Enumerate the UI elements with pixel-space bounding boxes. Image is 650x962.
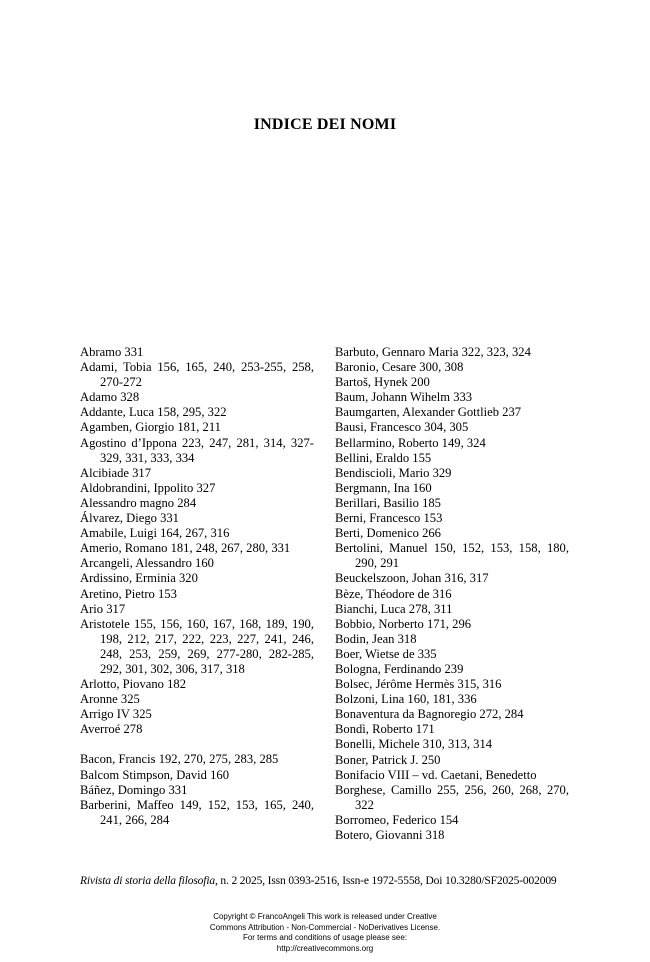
index-entry: Arcangeli, Alessandro 160 xyxy=(80,556,214,571)
index-entry: Bartoš, Hynek 200 xyxy=(335,375,430,390)
index-entry: Aronne 325 xyxy=(80,692,140,707)
index-entry: Agostino d’Ippona 223, 247, 281, 314, 327-329, 331, 333, 334 xyxy=(80,435,314,465)
index-entry: Bausi, Francesco 304, 305 xyxy=(335,420,469,435)
license-line: For terms and conditions of usage please see: xyxy=(242,933,408,942)
license-footer xyxy=(0,912,650,954)
index-entry: Bolsec, Jérôme Hermès 315, 316 xyxy=(335,677,502,692)
index-entry: Bertolini, Manuel 150, 152, 153, 158, 180, 290, 291 xyxy=(335,541,569,571)
index-entry: Barbuto, Gennaro Maria 322, 323, 324 xyxy=(335,345,531,359)
index-entry: Bèze, Théodore de 316 xyxy=(335,586,452,601)
index-left-column xyxy=(80,345,314,828)
journal-citation xyxy=(80,875,580,887)
index-entry: Amerio, Romano 181, 248, 267, 280, 331 xyxy=(80,541,291,556)
index-entry: Ardissino, Erminia 320 xyxy=(80,571,198,586)
index-entry: Bobbio, Norberto 171, 296 xyxy=(335,616,472,631)
index-entry: Adamo 328 xyxy=(80,390,140,405)
index-entry: Bodin, Jean 318 xyxy=(335,631,417,646)
index-entry: Baumgarten, Alexander Gottlieb 237 xyxy=(335,405,522,420)
index-entry: Báñez, Domingo 331 xyxy=(80,782,188,797)
index-entry: Bolzoni, Lina 160, 181, 336 xyxy=(335,692,477,707)
index-entry: Bonifacio VIII – vd. Caetani, Benedetto xyxy=(335,767,537,782)
index-right-column xyxy=(335,345,569,843)
index-entry: Ario 317 xyxy=(80,601,126,616)
index-entry: Bellini, Eraldo 155 xyxy=(335,450,432,465)
index-entry: Berti, Domenico 266 xyxy=(335,526,441,541)
license-line: Commons Attribution - Non-Commercial - NoDerivatives License. xyxy=(209,922,441,932)
index-entry: Averroé 278 xyxy=(80,722,143,737)
index-entry: Álvarez, Diego 331 xyxy=(80,511,179,526)
index-entry: Bendiscioli, Mario 329 xyxy=(335,465,452,480)
index-entry: Botero, Giovanni 318 xyxy=(335,828,445,842)
journal-title: Rivista di storia della filosofia xyxy=(80,875,215,887)
index-entry: Berillari, Basilio 185 xyxy=(335,495,441,510)
index-entry: Berni, Francesco 153 xyxy=(335,511,443,526)
license-line: Copyright © FrancoAngeli This work is released under Creative xyxy=(213,912,437,921)
index-entry: Aldobrandini, Ippolito 327 xyxy=(80,480,216,495)
index-entry: Bacon, Francis 192, 270, 275, 283, 285 xyxy=(80,752,279,767)
index-entry: Agamben, Giorgio 181, 211 xyxy=(80,420,221,435)
index-entry: Arrigo IV 325 xyxy=(80,707,152,722)
license-link[interactable]: http://creativecommons.org xyxy=(276,943,374,953)
index-entry: Bellarmino, Roberto 149, 324 xyxy=(335,435,486,450)
index-entry: Bonelli, Michele 310, 313, 314 xyxy=(335,737,493,752)
page-title: INDICE DEI NOMI xyxy=(253,116,397,133)
index-entry: Balcom Stimpson, David 160 xyxy=(80,767,230,782)
index-entry: Abramo 331 xyxy=(80,345,144,359)
index-entry: Bianchi, Luca 278, 311 xyxy=(335,601,453,616)
citation-details: , n. 2 2025, Issn 0393-2516, Issn-e 1972-5558, Doi 10.3280/SF2025-002009 xyxy=(214,875,557,887)
index-entry: Adami, Tobia 156, 165, 240, 253-255, 258, 270-272 xyxy=(80,360,314,390)
index-entry: Bologna, Ferdinando 239 xyxy=(335,661,464,676)
index-entry: Alcibiade 317 xyxy=(80,465,151,480)
index-entry: Boer, Wietse de 335 xyxy=(335,646,437,661)
index-entry: Arlotto, Piovano 182 xyxy=(80,677,186,692)
index-entry: Amabile, Luigi 164, 267, 316 xyxy=(80,526,230,541)
index-entry: Alessandro magno 284 xyxy=(80,495,197,510)
index-entry: Borromeo, Federico 154 xyxy=(335,812,459,827)
index-entry: Addante, Luca 158, 295, 322 xyxy=(80,405,227,420)
index-entry: Baum, Johann Wihelm 333 xyxy=(335,390,473,405)
index-entry: Beuckelszoon, Johan 316, 317 xyxy=(335,571,489,586)
index-entry: Baronio, Cesare 300, 308 xyxy=(335,360,464,375)
index-entry: Bondì, Roberto 171 xyxy=(335,722,435,737)
index-entry: Bergmann, Ina 160 xyxy=(335,480,432,495)
index-entry: Barberini, Maffeo 149, 152, 153, 165, 240, 241, 266, 284 xyxy=(80,797,314,827)
index-entry: Aretino, Pietro 153 xyxy=(80,586,177,601)
index-entry: Borghese, Camillo 255, 256, 260, 268, 270, 322 xyxy=(335,782,569,812)
index-entry: Bonaventura da Bagnoregio 272, 284 xyxy=(335,707,524,722)
index-entry: Aristotele 155, 156, 160, 167, 168, 189, 190, 198, 212, 217, 222, 223, 227, 241, 246, 248, 253, 259, 269, 277-280, 282-285, 292, 301, 302, 306, 317, 318 xyxy=(80,616,314,676)
index-entry: Boner, Patrick J. 250 xyxy=(335,752,441,767)
